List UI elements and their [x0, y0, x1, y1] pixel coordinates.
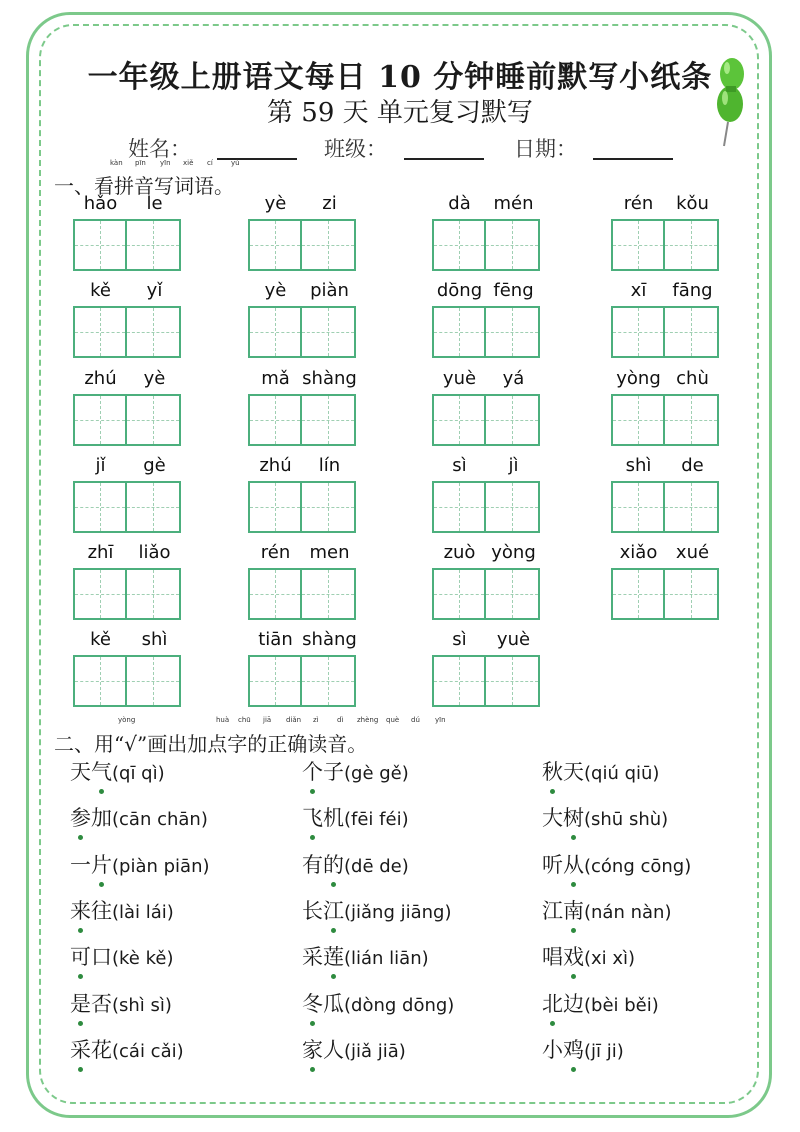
name-field[interactable]	[217, 158, 297, 160]
emphasis-dot	[331, 928, 336, 933]
item-word: 江南	[542, 895, 584, 925]
writing-grid	[248, 655, 356, 707]
pinyin-syllable: zhú	[84, 368, 117, 389]
pinyin-syllable: jǐ	[95, 455, 106, 476]
reading-options[interactable]: (dē de)	[344, 855, 409, 877]
writing-grid	[73, 306, 181, 358]
item-word: 来往	[70, 895, 112, 925]
pinyin-syllable: shàng	[302, 629, 357, 650]
pinyin-syllable: yòng	[491, 542, 536, 563]
pinyin-syllable: zhī	[87, 542, 114, 563]
reading-options[interactable]: (nán nàn)	[584, 901, 672, 923]
reading-item	[70, 988, 172, 1028]
reading-item	[542, 756, 659, 796]
reading-item	[302, 849, 409, 889]
emphasis-dot	[331, 882, 336, 887]
writing-cell[interactable]	[73, 394, 127, 446]
writing-cell[interactable]	[73, 481, 127, 533]
writing-grid	[611, 394, 719, 446]
section2-title: 二、用“√”画出加点字的正确读音。	[54, 732, 368, 756]
writing-grid	[73, 481, 181, 533]
writing-grid	[611, 306, 719, 358]
ruby-pinyin: diǎn	[286, 716, 302, 724]
writing-cell[interactable]	[432, 481, 486, 533]
reading-item	[302, 988, 454, 1028]
pinyin-syllable: xiǎo	[619, 542, 658, 563]
pinyin-syllable: sì	[452, 629, 467, 650]
emphasis-dot	[310, 1021, 315, 1026]
reading-item	[542, 1034, 624, 1074]
emphasis-dot	[310, 1067, 315, 1072]
emphasis-dot	[99, 789, 104, 794]
pinyin-syllable: mǎ	[261, 368, 290, 389]
reading-item	[70, 1034, 184, 1074]
reading-item	[542, 988, 659, 1028]
writing-cell[interactable]	[611, 568, 665, 620]
writing-grid	[611, 219, 719, 271]
writing-grid	[248, 306, 356, 358]
writing-cell[interactable]	[611, 394, 665, 446]
ruby-pinyin: yīn	[435, 716, 446, 724]
writing-cell[interactable]	[248, 481, 302, 533]
reading-options[interactable]: (lài lái)	[112, 901, 174, 923]
writing-cell[interactable]	[248, 394, 302, 446]
reading-options[interactable]: (lián liān)	[344, 948, 429, 970]
class-label: 班级：	[324, 137, 387, 161]
reading-item	[542, 802, 668, 842]
pinyin-syllable: yòng	[616, 368, 661, 389]
writing-grid	[73, 394, 181, 446]
writing-cell[interactable]	[302, 219, 356, 271]
writing-grid	[248, 481, 356, 533]
pinyin-syllable: yè	[264, 193, 287, 214]
writing-cell[interactable]	[611, 306, 665, 358]
pinyin-syllable: de	[681, 455, 704, 476]
class-field[interactable]	[404, 158, 484, 160]
emphasis-dot	[331, 974, 336, 979]
pinyin-syllable: yǐ	[146, 280, 163, 301]
pinyin-syllable: gè	[143, 455, 166, 476]
pinyin-syllable: dōng	[436, 280, 483, 301]
writing-cell[interactable]	[486, 481, 540, 533]
item-word: 小鸡	[542, 1034, 584, 1064]
writing-grid	[432, 219, 540, 271]
ruby-pinyin: cí	[207, 159, 213, 167]
reading-options[interactable]: (fēi féi)	[344, 809, 409, 831]
pinyin-syllable: shàng	[302, 368, 357, 389]
ruby-pinyin: dì	[337, 716, 344, 724]
page-title: 一年级上册语文每日 10 分钟睡前默写小纸条	[87, 60, 713, 95]
writing-grid	[432, 655, 540, 707]
writing-cell[interactable]	[486, 568, 540, 620]
pinyin-syllable: kǒu	[676, 193, 709, 214]
writing-grid	[73, 219, 181, 271]
reading-options[interactable]: (shì sì)	[112, 994, 172, 1016]
pinyin-syllable: rén	[260, 542, 291, 563]
writing-cell[interactable]	[432, 219, 486, 271]
writing-cell[interactable]	[302, 655, 356, 707]
writing-cell[interactable]	[432, 568, 486, 620]
item-word: 个子	[302, 756, 344, 786]
writing-grid	[432, 568, 540, 620]
writing-cell[interactable]	[302, 306, 356, 358]
writing-cell[interactable]	[127, 481, 181, 533]
reading-options[interactable]: (dòng dōng)	[344, 994, 455, 1016]
writing-cell[interactable]	[127, 568, 181, 620]
writing-cell[interactable]	[73, 219, 127, 271]
pinyin-syllable: fēng	[493, 280, 534, 301]
pinyin-syllable: yè	[264, 280, 287, 301]
pinyin-syllable: yuè	[496, 629, 531, 650]
reading-options[interactable]: (qī qì)	[112, 763, 165, 784]
writing-cell[interactable]	[248, 568, 302, 620]
ruby-pinyin: dú	[411, 716, 420, 724]
ruby-pinyin: yòng	[118, 716, 136, 724]
reading-options[interactable]: (cān chān)	[112, 809, 208, 831]
pinyin-syllable: jì	[508, 455, 519, 476]
ruby-pinyin: jiā	[263, 716, 272, 724]
section1-title: 一、看拼音写词语。	[54, 174, 234, 198]
item-word: 天气	[70, 756, 112, 786]
reading-item	[70, 941, 173, 981]
writing-grid	[248, 568, 356, 620]
reading-item	[542, 849, 691, 889]
writing-grid	[611, 568, 719, 620]
ruby-pinyin: què	[386, 716, 400, 724]
writing-cell[interactable]	[665, 568, 719, 620]
writing-cell[interactable]	[73, 306, 127, 358]
name-label: 姓名：	[128, 137, 191, 161]
item-word: 北边	[542, 988, 584, 1018]
reading-options[interactable]: (jī ji)	[584, 1040, 624, 1062]
pinyin-syllable: yuè	[442, 368, 477, 389]
reading-item	[70, 895, 174, 935]
writing-grid	[73, 655, 181, 707]
item-word: 采花	[70, 1034, 112, 1064]
emphasis-dot	[550, 789, 555, 794]
writing-cell[interactable]	[665, 481, 719, 533]
reading-options[interactable]: (shū shù)	[584, 809, 669, 831]
writing-cell[interactable]	[486, 394, 540, 446]
reading-options[interactable]: (jiǎ jiā)	[344, 1040, 406, 1062]
reading-item	[70, 756, 165, 796]
pinyin-syllable: hǎo	[83, 193, 118, 214]
writing-cell[interactable]	[665, 394, 719, 446]
writing-grid	[248, 394, 356, 446]
item-word: 是否	[70, 988, 112, 1018]
pinyin-syllable: piàn	[310, 280, 349, 301]
emphasis-dot	[78, 928, 83, 933]
emphasis-dot	[78, 1021, 83, 1026]
writing-grid	[611, 481, 719, 533]
emphasis-dot	[78, 835, 83, 840]
reading-item	[302, 756, 409, 796]
pinyin-syllable: chù	[676, 368, 709, 389]
writing-cell[interactable]	[127, 306, 181, 358]
reading-item	[302, 941, 429, 981]
item-word: 秋天	[542, 756, 584, 786]
date-label: 日期：	[514, 137, 577, 161]
reading-item	[302, 802, 409, 842]
writing-grid	[73, 568, 181, 620]
writing-cell[interactable]	[432, 394, 486, 446]
item-word: 参加	[70, 802, 112, 832]
reading-item	[302, 895, 452, 935]
pinyin-syllable: fāng	[672, 280, 713, 301]
page-subtitle: 第 59 天 单元复习默写	[267, 98, 533, 128]
item-word: 唱戏	[542, 941, 584, 971]
item-word: 采莲	[302, 941, 344, 971]
pinyin-syllable: tiān	[258, 629, 293, 650]
emphasis-dot	[550, 1021, 555, 1026]
pinyin-syllable: mén	[493, 193, 534, 214]
pinyin-syllable: zuò	[443, 542, 476, 563]
pinyin-syllable: zhú	[259, 455, 292, 476]
pinyin-syllable: le	[146, 193, 163, 214]
ruby-pinyin: zhèng	[357, 716, 379, 724]
pinyin-syllable: zi	[322, 193, 337, 214]
emphasis-dot	[310, 789, 315, 794]
emphasis-dot	[571, 835, 576, 840]
pinyin-syllable: yá	[502, 368, 525, 389]
ruby-pinyin: pīn	[135, 159, 146, 167]
writing-grid	[248, 219, 356, 271]
writing-cell[interactable]	[127, 219, 181, 271]
item-word: 家人	[302, 1034, 344, 1064]
pinyin-syllable: xī	[630, 280, 647, 301]
item-word: 飞机	[302, 802, 344, 832]
reading-item	[70, 802, 208, 842]
writing-cell[interactable]	[486, 219, 540, 271]
ruby-pinyin: chū	[238, 716, 251, 724]
writing-grid	[432, 306, 540, 358]
writing-cell[interactable]	[665, 219, 719, 271]
reading-item	[542, 895, 671, 935]
item-word: 可口	[70, 941, 112, 971]
reading-options[interactable]: (bèi běi)	[584, 994, 659, 1016]
emphasis-dot	[78, 1067, 83, 1072]
pinyin-syllable: men	[309, 542, 350, 563]
writing-grid	[432, 481, 540, 533]
writing-cell[interactable]	[302, 394, 356, 446]
writing-cell[interactable]	[248, 655, 302, 707]
writing-cell[interactable]	[432, 655, 486, 707]
writing-cell[interactable]	[302, 568, 356, 620]
pinyin-syllable: kě	[90, 280, 111, 301]
item-word: 有的	[302, 849, 344, 879]
item-word: 长江	[302, 895, 344, 925]
writing-cell[interactable]	[127, 394, 181, 446]
item-word: 听从	[542, 849, 584, 879]
reading-options[interactable]: (cóng cōng)	[584, 855, 692, 877]
item-word: 一片	[70, 849, 112, 879]
reading-options[interactable]: (jiǎng jiāng)	[344, 901, 452, 923]
ruby-pinyin: yīn	[160, 159, 171, 167]
pinyin-syllable: yè	[143, 368, 166, 389]
writing-cell[interactable]	[302, 481, 356, 533]
writing-cell[interactable]	[486, 655, 540, 707]
ruby-pinyin: yǔ	[231, 159, 240, 167]
pinyin-syllable: dà	[448, 193, 471, 214]
reading-options[interactable]: (kè kě)	[112, 948, 174, 970]
pinyin-syllable: liǎo	[138, 542, 171, 563]
writing-cell[interactable]	[611, 219, 665, 271]
pinyin-syllable: shì	[625, 455, 652, 476]
item-word: 大树	[542, 802, 584, 832]
writing-cell[interactable]	[127, 655, 181, 707]
reading-options[interactable]: (xi xì)	[584, 948, 636, 970]
reading-item	[70, 849, 210, 889]
emphasis-dot	[571, 928, 576, 933]
ruby-pinyin: xiě	[183, 159, 194, 167]
pinyin-syllable: kě	[90, 629, 111, 650]
writing-cell[interactable]	[486, 306, 540, 358]
writing-grid	[432, 394, 540, 446]
writing-cell[interactable]	[432, 306, 486, 358]
date-field[interactable]	[593, 158, 673, 160]
pinyin-syllable: sì	[452, 455, 467, 476]
writing-cell[interactable]	[73, 568, 127, 620]
pinyin-syllable: shì	[141, 629, 168, 650]
writing-cell[interactable]	[248, 306, 302, 358]
writing-cell[interactable]	[611, 481, 665, 533]
reading-options[interactable]: (cái cǎi)	[112, 1040, 184, 1062]
item-word: 冬瓜	[302, 988, 344, 1018]
writing-cell[interactable]	[665, 306, 719, 358]
pinyin-syllable: xué	[675, 542, 710, 563]
emphasis-dot	[571, 882, 576, 887]
writing-cell[interactable]	[248, 219, 302, 271]
reading-options[interactable]: (gè gě)	[344, 763, 409, 784]
reading-options[interactable]: (qiú qiū)	[584, 763, 660, 784]
emphasis-dot	[310, 835, 315, 840]
ruby-pinyin: kàn	[110, 159, 123, 167]
pinyin-syllable: rén	[623, 193, 654, 214]
ruby-pinyin: zì	[313, 716, 319, 724]
emphasis-dot	[78, 974, 83, 979]
reading-options[interactable]: (piàn piān)	[112, 855, 210, 877]
reading-item	[302, 1034, 406, 1074]
writing-cell[interactable]	[73, 655, 127, 707]
emphasis-dot	[571, 1067, 576, 1072]
emphasis-dot	[571, 974, 576, 979]
emphasis-dot	[99, 882, 104, 887]
ruby-pinyin: huà	[216, 716, 230, 724]
reading-item	[542, 941, 635, 981]
pinyin-syllable: lín	[318, 455, 341, 476]
